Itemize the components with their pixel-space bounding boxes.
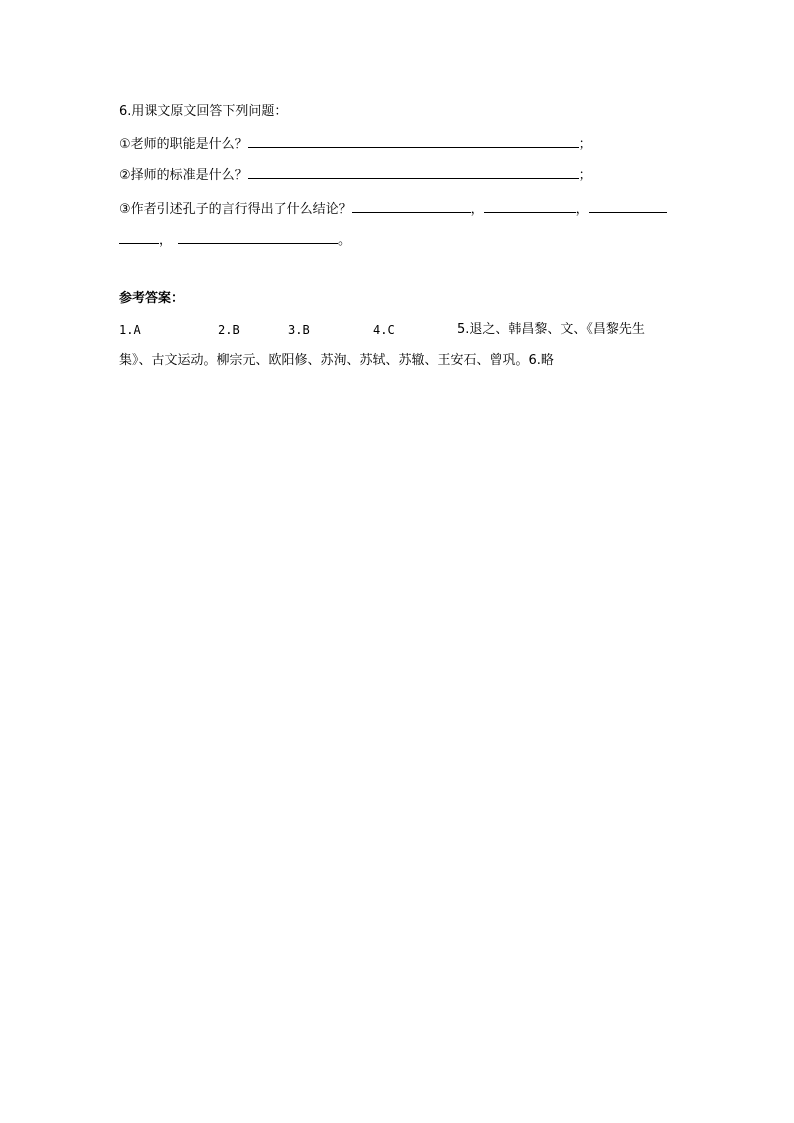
item-3-label: ③作者引述孔子的言行得出了什么结论？	[119, 202, 352, 217]
answer-blank-3e[interactable]	[178, 229, 338, 244]
item-1-end: ；	[578, 137, 592, 152]
question-6-item-3-continued	[119, 229, 351, 251]
answer-blank-3a[interactable]	[352, 198, 471, 213]
item-3-sep-2: ，	[575, 202, 589, 217]
answer-5-start: 5.退之、韩昌黎、文、《昌黎先生	[457, 322, 645, 337]
answer-4: 4.C	[373, 323, 395, 337]
question-6-item-2	[119, 164, 592, 186]
answer-blank-3b[interactable]	[484, 198, 576, 213]
answer-blank-2[interactable]	[248, 164, 579, 179]
answer-blank-3c[interactable]	[589, 198, 667, 213]
item-3-sep-1: ，	[470, 202, 484, 217]
answer-5-continued: 集》、古文运动。柳宗元、欧阳修、苏洵、苏轼、苏辙、王安石、曾巩。	[119, 353, 529, 368]
answers-row-2	[119, 351, 554, 371]
answer-3: 3.B	[288, 323, 310, 337]
item-3-sep-3: ，	[159, 233, 173, 248]
answer-blank-1[interactable]	[248, 133, 579, 148]
item-3-end: 。	[338, 233, 352, 248]
question-6-item-3	[119, 198, 667, 220]
question-6-item-1	[119, 133, 592, 155]
item-1-label: ①老师的职能是什么？	[119, 137, 248, 152]
answer-1: 1.A	[119, 323, 141, 337]
item-2-end: ；	[578, 168, 592, 183]
answer-blank-3d[interactable]	[119, 229, 159, 244]
answer-2: 2.B	[218, 323, 240, 337]
item-2-label: ②择师的标准是什么？	[119, 168, 248, 183]
question-6-prompt: 6.用课文原文回答下列问题：	[119, 104, 288, 119]
answers-heading: 参考答案：	[119, 291, 185, 306]
answer-6: 6.略	[528, 353, 554, 368]
